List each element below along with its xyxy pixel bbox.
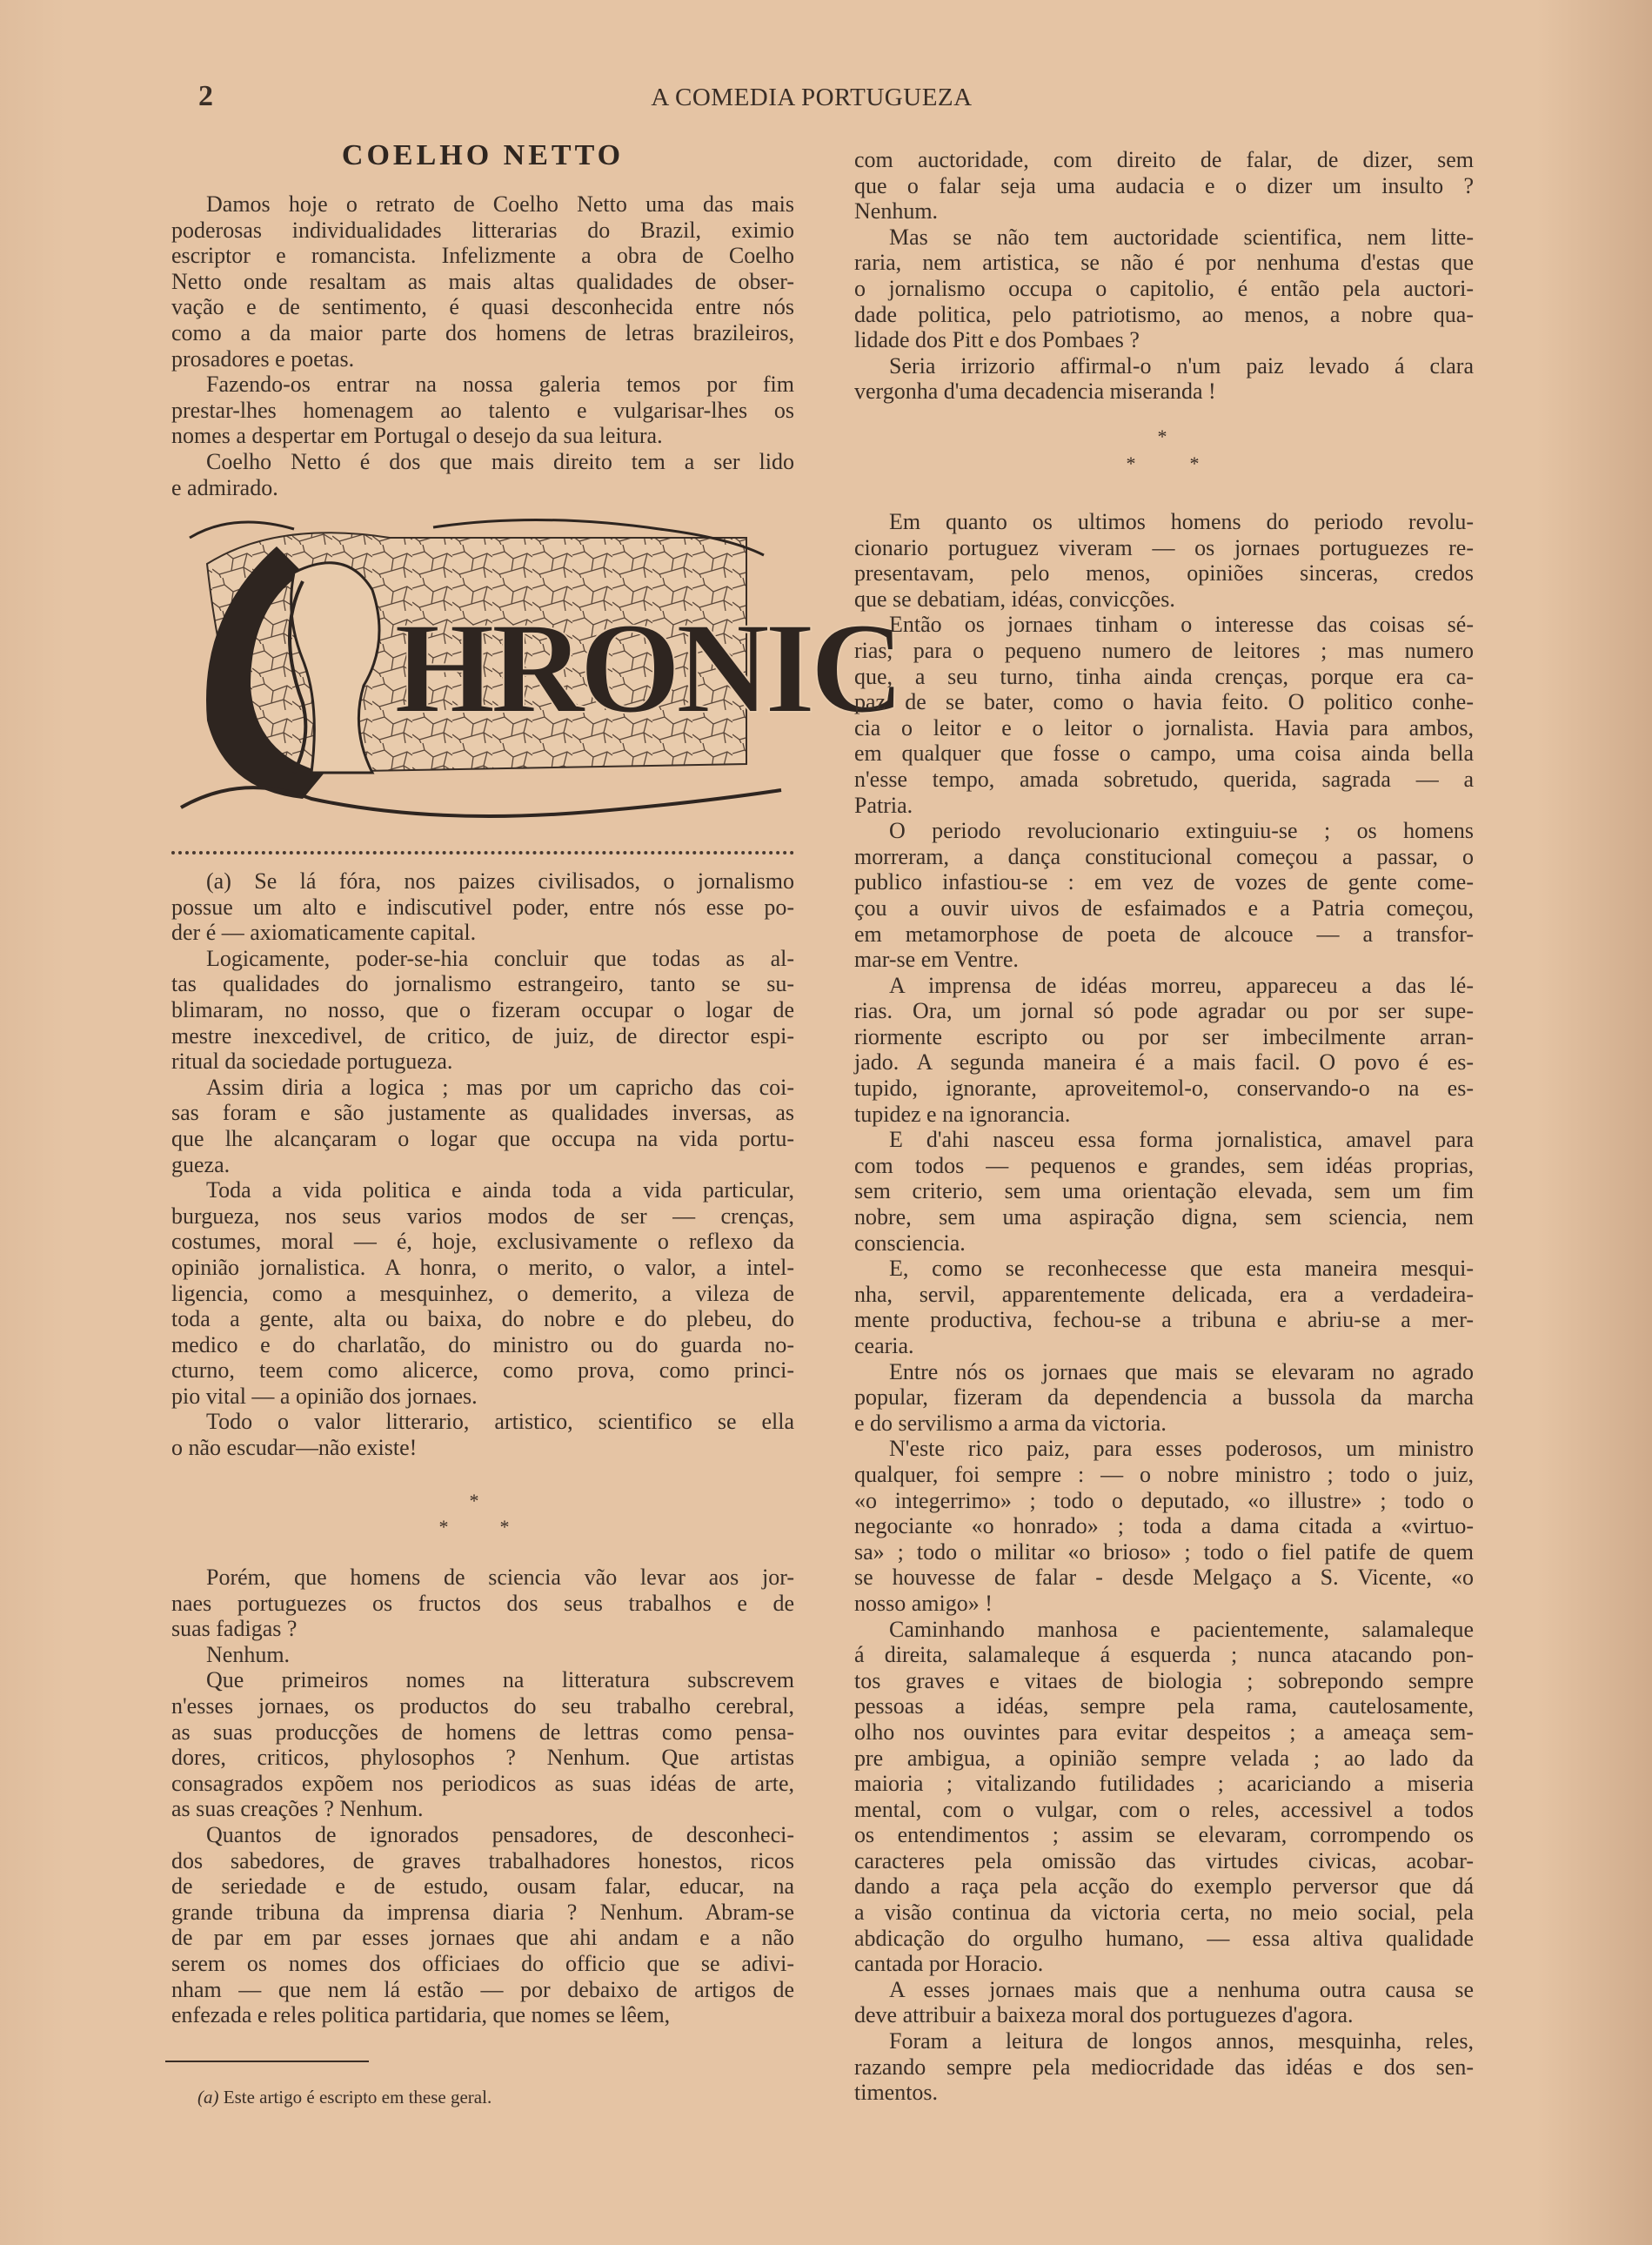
footnote xyxy=(197,2087,492,2108)
text-line: mental, com o vulgar, com o reles, accessivel a todos xyxy=(854,1796,1474,1822)
text-line: e admirado. xyxy=(171,474,278,500)
paragraph xyxy=(854,1256,1474,1358)
paragraph xyxy=(171,1667,794,1822)
page-number: 2 xyxy=(198,80,213,112)
paragraph xyxy=(854,1617,1474,1977)
asterism-right: * xyxy=(499,1516,510,1538)
text-line: serem os nomes dos officiaes do officio que se adivi- xyxy=(171,1950,794,1976)
paragraph xyxy=(171,372,794,449)
text-line: os entendimentos ; assim se elevaram, corrompendo os xyxy=(854,1822,1474,1848)
text-line: riormente escripto ou por ser imbecilmente arran- xyxy=(854,1023,1474,1049)
text-line: prestar-lhes homenagem ao talento e vulgarisar-lhes os xyxy=(171,397,794,423)
footnote-rule xyxy=(165,2061,369,2062)
text-line: toda a gente, alta ou baixa, do nobre e do plebeu, do xyxy=(171,1306,794,1332)
text-line: popular, fizeram da dependencia a bussola da marcha xyxy=(854,1384,1474,1411)
paragraph xyxy=(854,147,1474,224)
text-line: Então os jornaes tinham o interesse das coisas sé- xyxy=(889,612,1474,638)
text-line: dade politica, pelo patriotismo, ao menos, a nobre qua- xyxy=(854,301,1474,327)
text-line: çou a ouvir uivos de esfaimados e a Patria começou, xyxy=(854,895,1474,921)
text-line: der é — axiomaticamente capital. xyxy=(171,920,477,946)
paragraph xyxy=(171,449,794,500)
text-line: n'esses jornaes, os productos do seu trabalho cerebral, xyxy=(171,1692,794,1719)
text-line: mestre inexcedivel, de critico, de juiz, de director espi- xyxy=(171,1022,794,1049)
text-line: e do servilismo a arma da victoria. xyxy=(854,1410,1167,1436)
text-line: cturno, teem como alicerce, como prova, como princi- xyxy=(171,1357,794,1384)
section-divider-dots xyxy=(171,851,794,854)
text-line: Nenhum. xyxy=(854,198,939,224)
text-line: deve attribuir a baixeza moral dos portuguezes d'agora. xyxy=(854,2002,1354,2028)
text-line: Logicamente, poder-se-hia concluir que todas as al- xyxy=(206,945,794,971)
text-line: maioria ; vitalizando futilidades ; acariciando a miseria xyxy=(854,1771,1474,1797)
text-line: burgueza, nos seus varios modos de ser — crenças, xyxy=(171,1203,794,1229)
text-line: blimaram, no nosso, que o fizeram occupar o logar de xyxy=(171,996,794,1022)
paragraph xyxy=(171,868,794,946)
chronica-right-part-2 xyxy=(854,509,1474,2106)
text-line: as suas creações ? Nenhum. xyxy=(171,1796,424,1822)
text-line: Netto onde resaltam as mais altas qualidades de obser- xyxy=(171,268,794,294)
text-line: o jornalismo occupa o capitolio, é então pela auctori- xyxy=(854,275,1474,301)
paragraph xyxy=(854,1127,1474,1256)
chronica-left-part-1 xyxy=(171,868,794,1461)
text-line: qualquer, foi sempre : — o nobre ministro ; todo o juiz, xyxy=(854,1461,1474,1487)
text-line: pio vital — a opinião dos jornaes. xyxy=(171,1383,478,1409)
text-line: em qualquer que fosse o campo, uma coisa ainda bella xyxy=(854,741,1474,767)
text-line: prosadores e poetas. xyxy=(171,345,355,372)
text-line: consagrados expõem nos periodicos as suas idéas de arte, xyxy=(171,1770,794,1796)
text-line: como a da maior parte dos homens de letras brazileiros, xyxy=(171,319,794,345)
text-line: vergonha d'uma decadencia miseranda ! xyxy=(854,379,1216,405)
text-line: A imprensa de idéas morreu, appareceu a das lé- xyxy=(889,972,1474,998)
text-line: possue um alto e indiscutivel poder, entre nós esse po- xyxy=(171,894,794,920)
text-line: N'este rico paiz, para esses poderosos, um ministro xyxy=(889,1436,1474,1462)
text-line: que o falar seja uma audacia e o dizer um insulto ? xyxy=(854,172,1474,198)
text-line: Caminhando manhosa e pacientemente, salamaleque xyxy=(889,1616,1474,1642)
text-line: E d'ahi nasceu essa forma jornalistica, amavel para xyxy=(889,1127,1474,1153)
text-line: á direita, salamaleque á esquerda ; nunca atacando pon- xyxy=(854,1642,1474,1668)
text-line: dos sabedores, de graves trabalhadores honestos, ricos xyxy=(171,1847,794,1873)
text-line: morreram, a dança constitucional começou a passar, o xyxy=(854,843,1474,869)
text-line: de seriedade e de estudo, ousam falar, educar, na xyxy=(171,1873,794,1900)
paragraph xyxy=(854,1436,1474,1616)
text-line: ritual da sociedade portugueza. xyxy=(171,1049,453,1075)
text-line: raria, nem artistica, se não é por nenhuma d'estas que xyxy=(854,250,1474,276)
paragraph xyxy=(171,1409,794,1460)
text-line: Que primeiros nomes na litteratura subscrevem xyxy=(206,1667,794,1693)
text-line: tos graves e vitaes de biologia ; sobrepondo sempre xyxy=(854,1667,1474,1693)
text-line: que se debatiam, idéas, convicções. xyxy=(854,586,1175,612)
text-line: Toda a vida politica e ainda toda a vida particular, xyxy=(206,1177,794,1203)
text-line: Quantos de ignorados pensadores, de desconheci- xyxy=(206,1821,794,1847)
text-line: «o integerrimo» ; todo o deputado, «o illustre» ; todo o xyxy=(854,1487,1474,1513)
text-line: dores, criticos, phylosophos ? Nenhum. Que artistas xyxy=(171,1745,794,1771)
text-line: Todo o valor litterario, artistico, scientifico se ella xyxy=(206,1409,794,1435)
text-line: n'esse tempo, amada sobretudo, querida, sagrada — a xyxy=(854,766,1474,792)
text-line: ligencia, como a mesquinhez, o demerito, a vileza de xyxy=(171,1280,794,1306)
text-line: naes portuguezes os fructos dos seus trabalhos e de xyxy=(171,1590,794,1616)
asterism-right: * xyxy=(1189,452,1200,474)
chronica-logo-text: HRONIC xyxy=(394,596,900,741)
text-line: razando sempre pela mediocridade das idéas e dos sen- xyxy=(854,2054,1474,2080)
text-line: nomes a despertar em Portugal o desejo da sua leitura. xyxy=(171,423,663,449)
text-line: enfezada e reles politica partidaria, que nomes se lêem, xyxy=(171,2002,671,2028)
text-line: nha, servil, apparentemente delicada, era a verdadeira- xyxy=(854,1281,1474,1307)
text-line: E, como se reconhecesse que esta maneira mesqui- xyxy=(889,1256,1474,1282)
text-line: sas foram e são justamente as qualidades inversas, as xyxy=(171,1100,794,1126)
paragraph xyxy=(854,973,1474,1128)
text-line: Foram a leitura de longos annos, mesquinha, reles, xyxy=(889,2028,1474,2054)
paragraph xyxy=(854,353,1474,405)
text-line: O periodo revolucionario extinguiu-se ; os homens xyxy=(889,818,1474,844)
chronica-right-part-1 xyxy=(854,147,1474,405)
text-line: gueza. xyxy=(171,1151,231,1177)
paragraph xyxy=(854,1359,1474,1437)
text-line: consciencia. xyxy=(854,1230,966,1256)
asterism-top: * xyxy=(469,1490,479,1511)
text-line: Entre nós os jornaes que mais se elevaram no agrado xyxy=(889,1358,1474,1384)
text-line: lidade dos Pitt e dos Pombaes ? xyxy=(854,327,1140,353)
text-line: negociante «o honrado» ; toda a dama citada a «virtuo- xyxy=(854,1513,1474,1539)
text-line: medico e do charlatão, do ministro ou do guarda no- xyxy=(171,1331,794,1357)
text-line: Em quanto os ultimos homens do periodo revolu- xyxy=(889,509,1474,534)
article-intro xyxy=(171,191,794,500)
text-line: cionario portuguez viveram — os jornaes portuguezes re- xyxy=(854,534,1474,560)
text-line: nham — que nem lá estão — por debaixo de artigos de xyxy=(171,1976,794,2002)
text-line: sa» ; todo o militar «o brioso» ; todo o fiel patife de quem xyxy=(854,1538,1474,1565)
text-line: nobre, sem uma aspiração digna, sem sciencia, nem xyxy=(854,1204,1474,1230)
text-line: tupidez e na ignorancia. xyxy=(854,1101,1071,1127)
paragraph xyxy=(171,1822,794,2028)
text-line: as suas producções de homens de lettras como pensa- xyxy=(171,1719,794,1745)
text-line: rias, para o pequeno numero de leitores ; mas numero xyxy=(854,637,1474,663)
text-line: escriptor e romancista. Infelizmente a obra de Coelho xyxy=(171,243,794,269)
paragraph xyxy=(171,191,794,372)
text-line: o não escudar—não existe! xyxy=(171,1435,418,1461)
paragraph xyxy=(854,224,1474,353)
text-line: sem criterio, sem uma orientação elevada, sem um fim xyxy=(854,1178,1474,1204)
text-line: tupido, ignorante, aproveitemol-o, conservando-o na es- xyxy=(854,1076,1474,1102)
running-title: A COMEDIA PORTUGUEZA xyxy=(651,84,973,111)
text-line: Mas se não tem auctoridade scientifica, nem litte- xyxy=(889,224,1474,250)
text-line: mente productiva, fechou-se a tribuna e abriu-se a mer- xyxy=(854,1307,1474,1333)
text-line: (a) Se lá fóra, nos paizes civilisados, o jornalismo xyxy=(206,868,794,894)
text-line: com todos — pequenos e grandes, sem idéas proprias, xyxy=(854,1152,1474,1178)
text-line: poderosas individualidades litterarias do Brazil, eximio xyxy=(171,217,794,243)
paragraph xyxy=(171,1177,794,1409)
text-line: dando a raça pela acção do exemplo perversor que dá xyxy=(854,1873,1474,1900)
text-line: suas fadigas ? xyxy=(171,1616,298,1642)
footnote-marker: (a) xyxy=(197,2087,219,2108)
text-line: Coelho Netto é dos que mais direito tem a ser lido xyxy=(206,448,794,474)
text-line: grande tribuna da imprensa diaria ? Nenhum. Abram-se xyxy=(171,1899,794,1925)
text-line: Porém, que homens de sciencia vão levar aos jor- xyxy=(206,1565,794,1590)
text-line: Nenhum. xyxy=(206,1641,291,1667)
footnote-text: Este artigo é escripto em these geral. xyxy=(218,2087,492,2108)
text-line: que, a seu turno, tinha ainda crenças, porque era ca- xyxy=(854,663,1474,689)
paragraph xyxy=(854,818,1474,973)
asterism-left: * xyxy=(1126,452,1136,474)
text-line: costumes, moral — é, hoje, exclusivamente o reflexo da xyxy=(171,1229,794,1255)
text-line: jado. A segunda maneira é a mais facil. O povo é es- xyxy=(854,1049,1474,1076)
text-line: timentos. xyxy=(854,2080,939,2106)
text-line: Fazendo-os entrar na nossa galeria temos por fim xyxy=(206,372,794,398)
text-line: que lhe alcançaram o logar que occupa na vida portu- xyxy=(171,1125,794,1151)
paragraph xyxy=(854,2028,1474,2106)
text-line: paz de se bater, como o havia feito. O politico conhe- xyxy=(854,689,1474,715)
text-line: opinião jornalistica. A honra, o merito, o valor, a intel- xyxy=(171,1254,794,1280)
text-line: vação e de sentimento, é quasi desconhecida entre nós xyxy=(171,294,794,320)
paragraph xyxy=(171,946,794,1075)
text-line: com auctoridade, com direito de falar, de dizer, sem xyxy=(854,147,1474,172)
article-title: COELHO NETTO xyxy=(341,139,625,171)
text-line: caracteres pela omissão das virtudes civicas, acobar- xyxy=(854,1847,1474,1873)
paragraph xyxy=(854,612,1474,818)
text-line: tas qualidades do jornalismo estrangeiro, tanto se su- xyxy=(171,971,794,997)
text-line: pessoas a idéas, sempre pela rama, cautelosamente, xyxy=(854,1693,1474,1719)
text-line: olho nos ouvintes para evitar despeitos ; a ameaça sem- xyxy=(854,1719,1474,1745)
asterism-left: * xyxy=(438,1516,449,1538)
text-line: presentavam, pelo menos, opiniões sinceras, credos xyxy=(854,560,1474,586)
paragraph xyxy=(171,1565,794,1642)
text-line: cearia. xyxy=(854,1333,914,1358)
text-line: a visão continua da victoria certa, no meio social, pela xyxy=(854,1900,1474,1926)
asterism-top: * xyxy=(1157,426,1167,447)
text-line: publico infastiou-se : em vez de vozes de gente come- xyxy=(854,869,1474,895)
text-line: cia o leitor e o leitor o jornalista. Havia para ambos, xyxy=(854,714,1474,741)
text-line: cantada por Horacio. xyxy=(854,1951,1044,1977)
text-line: abdicação do orgulho humano, — essa altiva qualidade xyxy=(854,1925,1474,1951)
paragraph xyxy=(854,509,1474,612)
text-line: em metamorphose de poeta de alcouce — a transfor- xyxy=(854,921,1474,947)
text-line: rias. Ora, um jornal só pode agradar ou por ser supe- xyxy=(854,998,1474,1024)
text-line: de par em par esses jornaes que ahi andam e a não xyxy=(171,1925,794,1951)
text-line: nosso amigo» ! xyxy=(854,1590,993,1616)
paragraph xyxy=(171,1642,794,1668)
text-line: pre ambigua, a opinião sempre velada ; ao lado da xyxy=(854,1745,1474,1771)
text-line: A esses jornaes mais que a nenhuma outra causa se xyxy=(889,1976,1474,2002)
text-line: Damos hoje o retrato de Coelho Netto uma das mais xyxy=(206,191,794,217)
text-line: se houvesse de falar - desde Melgaço a S. Vicente, «o xyxy=(854,1565,1474,1591)
text-line: Assim diria a logica ; mas por um capricho das coi- xyxy=(206,1074,794,1100)
text-line: Seria irrizorio affirmal-o n'um paiz levado á clara xyxy=(889,352,1474,379)
chronica-left-part-2 xyxy=(171,1565,794,2028)
text-line: Patria. xyxy=(854,792,913,818)
text-line: mar-se em Ventre. xyxy=(854,947,1019,973)
paragraph xyxy=(171,1075,794,1177)
paragraph xyxy=(854,1977,1474,2028)
